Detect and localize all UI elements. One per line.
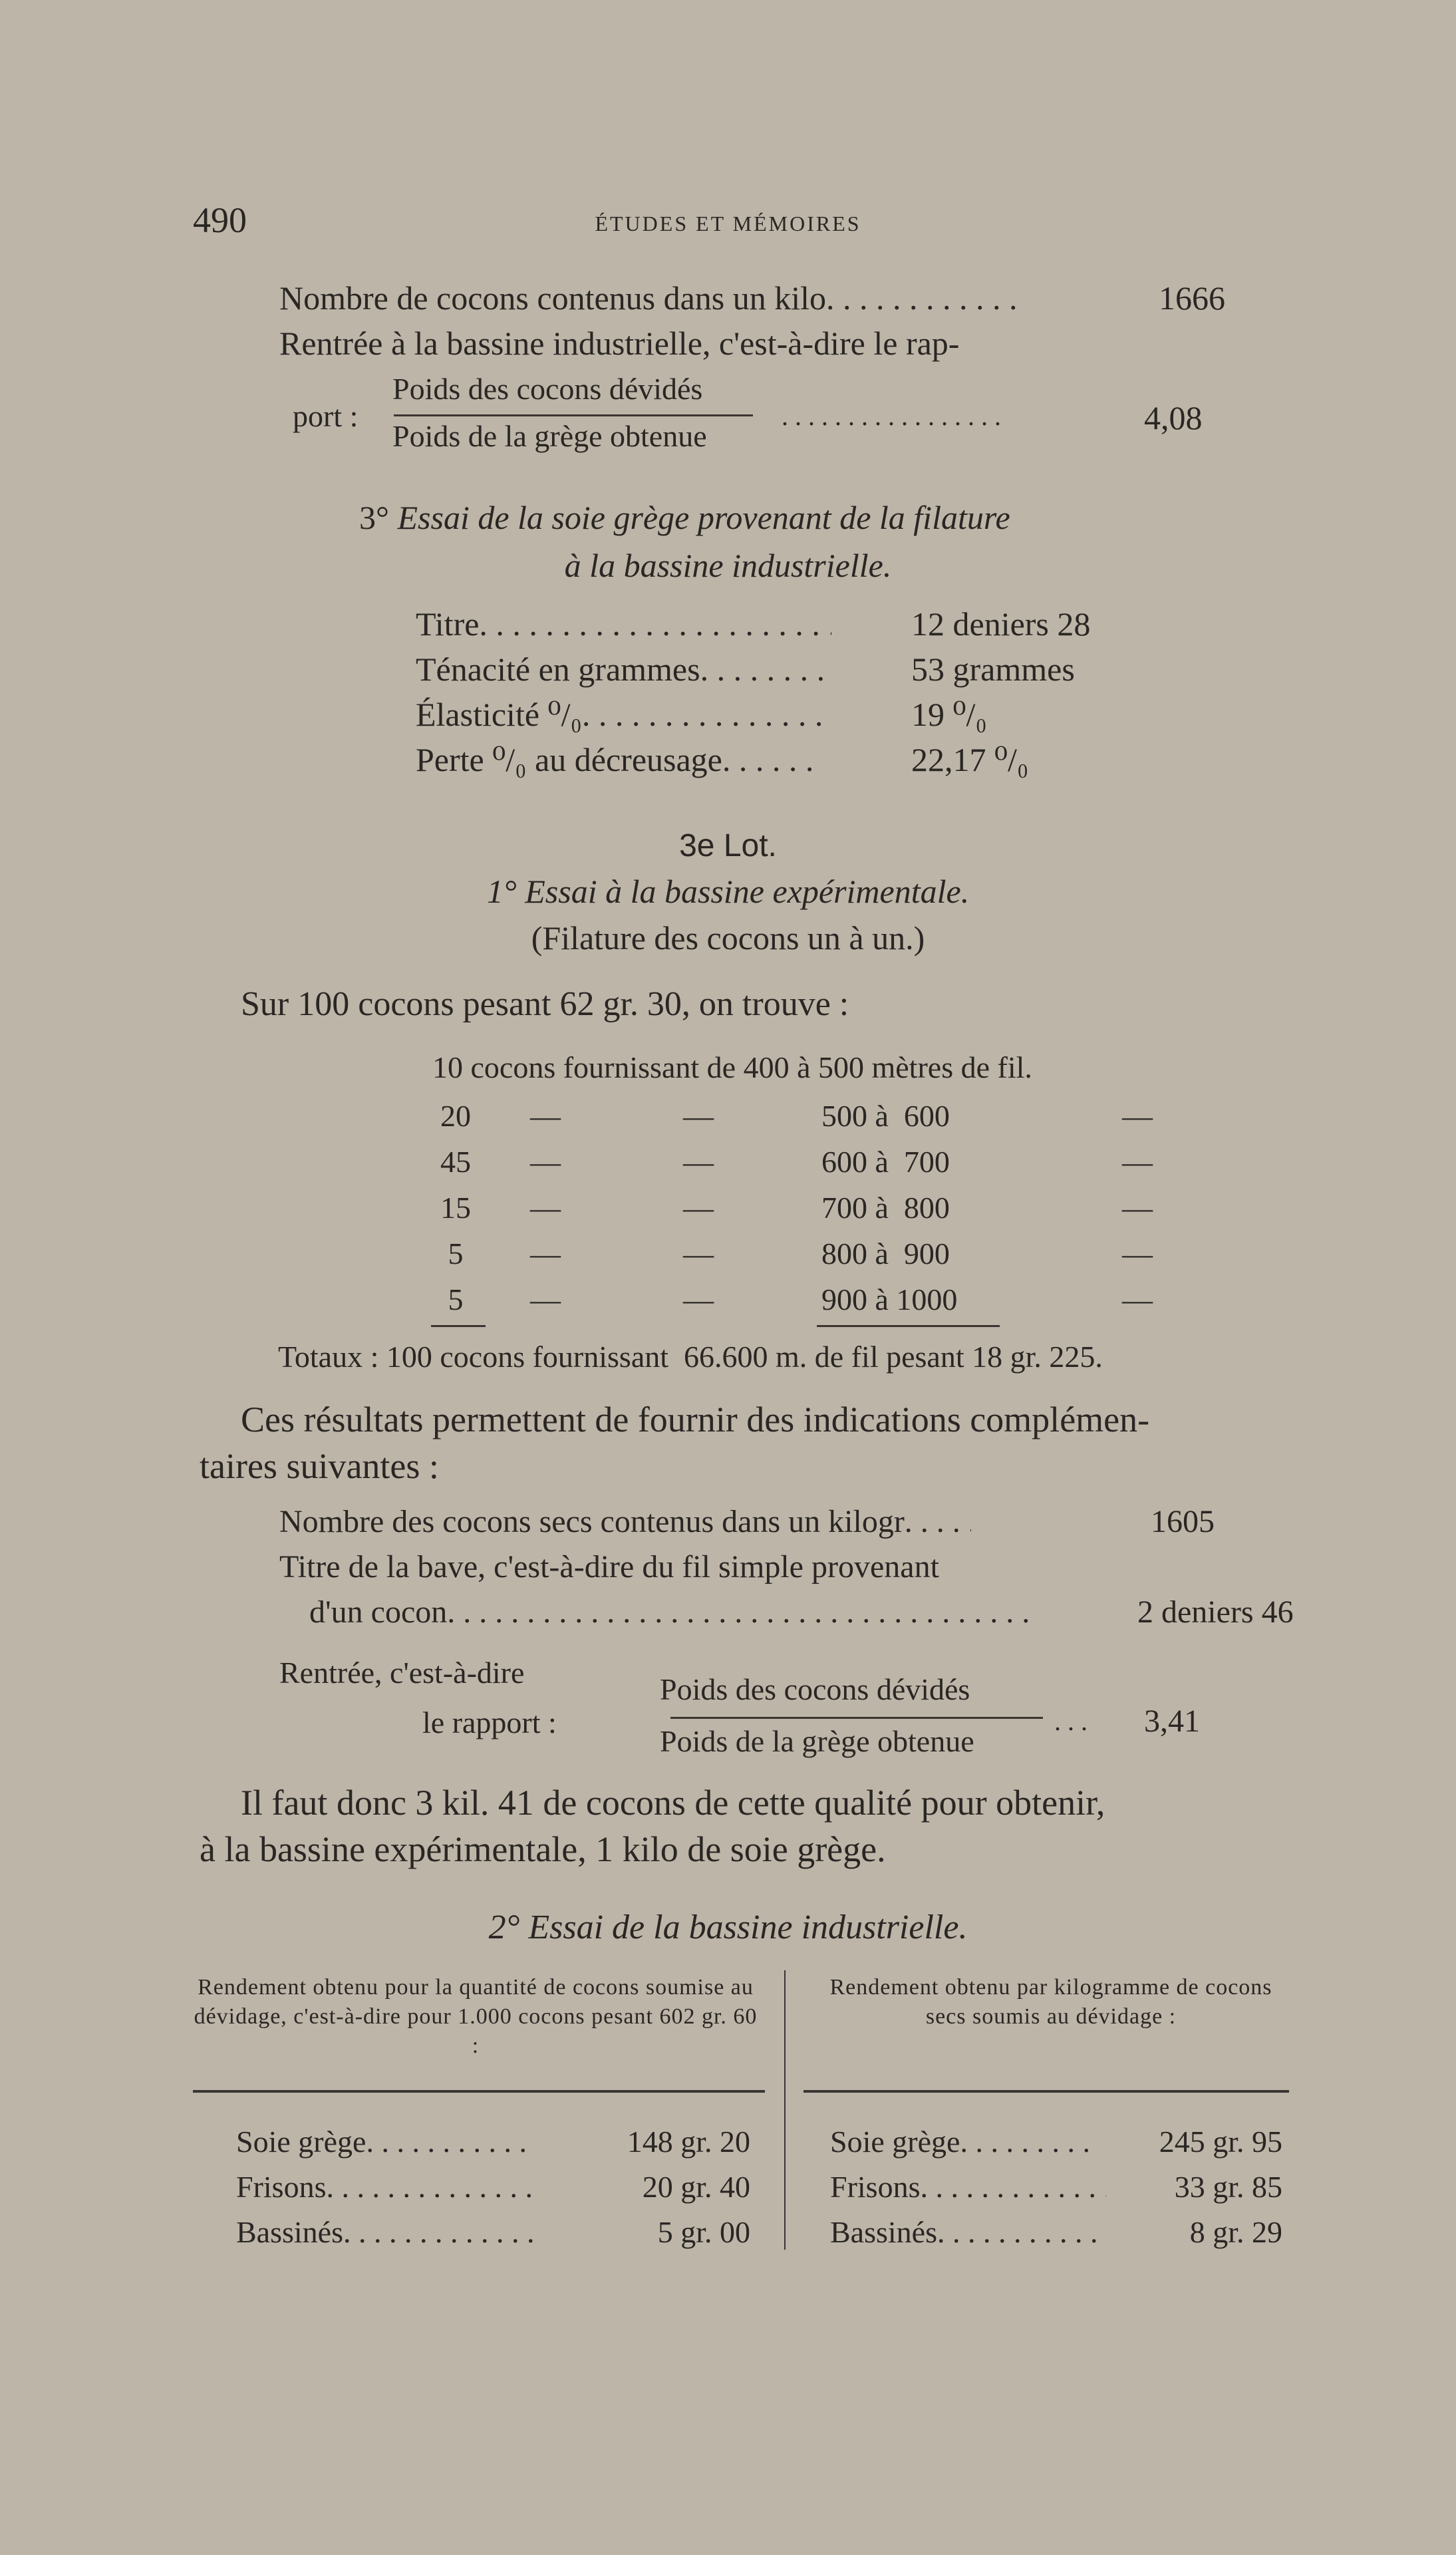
range-cell: 500 à 600 [821,1099,950,1133]
lot3-essai1: 1° Essai à la bassine expérimentale. [486,873,970,910]
count-cell: 20 [440,1099,471,1133]
nombre-line [279,1502,971,1542]
cocons-kilo-line [279,278,1026,318]
essai3-row [416,740,822,780]
row-value: 12 deniers 28 [911,605,1091,643]
left-row [236,2212,533,2252]
fraction-bar-2 [670,1717,1043,1719]
frac2-denominator: Poids de la grège obtenue [660,1724,974,1758]
rentree2-line1: Rentrée, c'est-à-dire [279,1656,525,1690]
page-number: 490 [193,200,247,240]
ditto-cell: — [530,1237,561,1271]
right-row [830,2122,1093,2162]
row-value: 5 gr. 00 [657,2215,750,2249]
ditto-cell: — [1122,1282,1153,1316]
sum-rule-left [431,1325,486,1327]
row-label: Frisons [830,2170,921,2204]
count-cell: 5 [448,1282,464,1316]
titre-label: d'un cocon [309,1594,448,1630]
frac-numerator: Poids des cocons dévidés [392,372,703,406]
ditto-cell: — [683,1282,714,1316]
results-para2-line1: Il faut donc 3 kil. 41 de cocons de cette qualité pour obtenir, [241,1783,1105,1823]
fraction-bar [394,414,753,416]
left-row [236,2122,525,2162]
row-label: Ténacité en grammes [416,651,700,688]
lot3-filature: (Filature des cocons un à un.) [531,919,925,957]
ditto-cell: — [683,1191,714,1225]
ditto-cell: — [530,1099,561,1133]
row-value: 19 ⁰/₀ [911,696,987,733]
table-rule-left [193,2090,765,2093]
lot3-first-line: 10 cocons fournissant de 400 à 500 mètres de fil. [432,1050,1032,1084]
running-title: ÉTUDES ET MÉMOIRES [595,212,861,235]
leader-dots: . . . . . . . . . . . . . . . . . [782,401,1001,431]
essai3-row [416,649,827,689]
row-value: 20 gr. 40 [642,2170,750,2204]
range-cell: 600 à 700 [821,1145,950,1179]
row-value: 22,17 ⁰/₀ [911,741,1029,778]
ditto-cell: — [1122,1237,1153,1271]
row-value: 33 gr. 85 [1174,2170,1282,2204]
row-value: 148 gr. 20 [627,2125,750,2159]
row-value: 8 gr. 29 [1189,2215,1282,2249]
row-label: Perte ⁰/₀ au décreusage [416,741,722,778]
count-cell: 45 [440,1145,471,1179]
totaux-line: Totaux : 100 cocons fournissant 66.600 m. de fil pesant 18 gr. 225. [278,1340,1103,1374]
ditto-cell: — [530,1145,561,1179]
left-row [236,2167,539,2207]
frac2-numerator: Poids des cocons dévidés [660,1672,970,1706]
column-divider [784,1970,786,2250]
frac-denominator: Poids de la grège obtenue [392,419,707,453]
rentree-line: Rentrée à la bassine industrielle, c'est-à-dire le rap- [279,325,960,362]
essai3-row [416,604,831,644]
ditto-cell: — [530,1282,561,1316]
table-rule-right [803,2090,1289,2093]
nombre-label: Nombre des cocons secs contenus dans un kilogr [279,1504,905,1539]
sum-rule-right [817,1325,1000,1327]
row-label: Bassinés [830,2215,937,2249]
lot3-title: 3e Lot. [679,828,777,863]
essai3-number: 3° [359,499,389,536]
lot3-intro: Sur 100 cocons pesant 62 gr. 30, on trouve : [241,985,849,1023]
titre-value: 2 deniers 46 [1137,1594,1294,1630]
port-label: port : [293,399,359,433]
row-label: Soie grège [830,2125,960,2159]
row-value: 245 gr. 95 [1159,2125,1282,2159]
row-label: Frisons [236,2170,327,2204]
results-para1-line2: taires suivantes : [200,1446,439,1486]
ditto-cell: — [1122,1191,1153,1225]
rentree2-value: 3,41 [1144,1704,1200,1739]
titre-line1: Titre de la bave, c'est-à-dire du fil simple provenant [279,1549,939,1584]
essai2-heading: 2° Essai de la bassine industrielle. [488,1908,968,1946]
right-row [830,2167,1106,2207]
count-cell: 5 [448,1237,464,1271]
essai3-heading-line1 [359,498,1010,537]
results-para1-line1: Ces résultats permettent de fournir des indications complémen- [241,1400,1150,1439]
ditto-cell: — [683,1099,714,1133]
range-cell: 900 à 1000 [821,1282,958,1316]
essai3-row [416,694,828,734]
count-cell: 15 [440,1191,471,1225]
results-para2-line2: à la bassine expérimentale, 1 kilo de soie grège. [200,1829,886,1869]
titre-line2 [309,1592,1039,1632]
nombre-value: 1605 [1151,1504,1215,1539]
essai3-heading-line2: à la bassine industrielle. [564,547,892,584]
range-cell: 800 à 900 [821,1237,950,1271]
leader-dots-2: . . . [1054,1706,1088,1736]
essai2-right-header: Rendement obtenu par kilogramme de cocons secs soumis au dévidage : [829,1975,1272,2029]
cocons-kilo-value: 1666 [1159,279,1225,317]
ditto-cell: — [1122,1145,1153,1179]
row-label: Soie grège [236,2125,366,2159]
ditto-cell: — [530,1191,561,1225]
row-label: Titre [416,605,480,643]
ditto-cell: — [683,1237,714,1271]
range-cell: 700 à 800 [821,1191,950,1225]
right-row [830,2212,1103,2252]
row-label: Bassinés [236,2215,343,2249]
ditto-cell: — [683,1145,714,1179]
essai3-title: Essai de la soie grège provenant de la filature [397,499,1010,536]
ditto-cell: — [1122,1099,1153,1133]
rentree2-line2: le rapport : [422,1706,557,1739]
row-value: 53 grammes [911,651,1075,688]
essai2-left-header: Rendement obtenu pour la quantité de cocons soumise au dévidage, c'est-à-dire pour 1.000 cocons pesant 602 gr. 60 : [194,1975,758,2058]
cocons-kilo-label: Nombre de cocons contenus dans un kilo [279,279,827,317]
row-label: Élasticité ⁰/₀ [416,696,582,733]
port-value: 4,08 [1144,399,1203,436]
